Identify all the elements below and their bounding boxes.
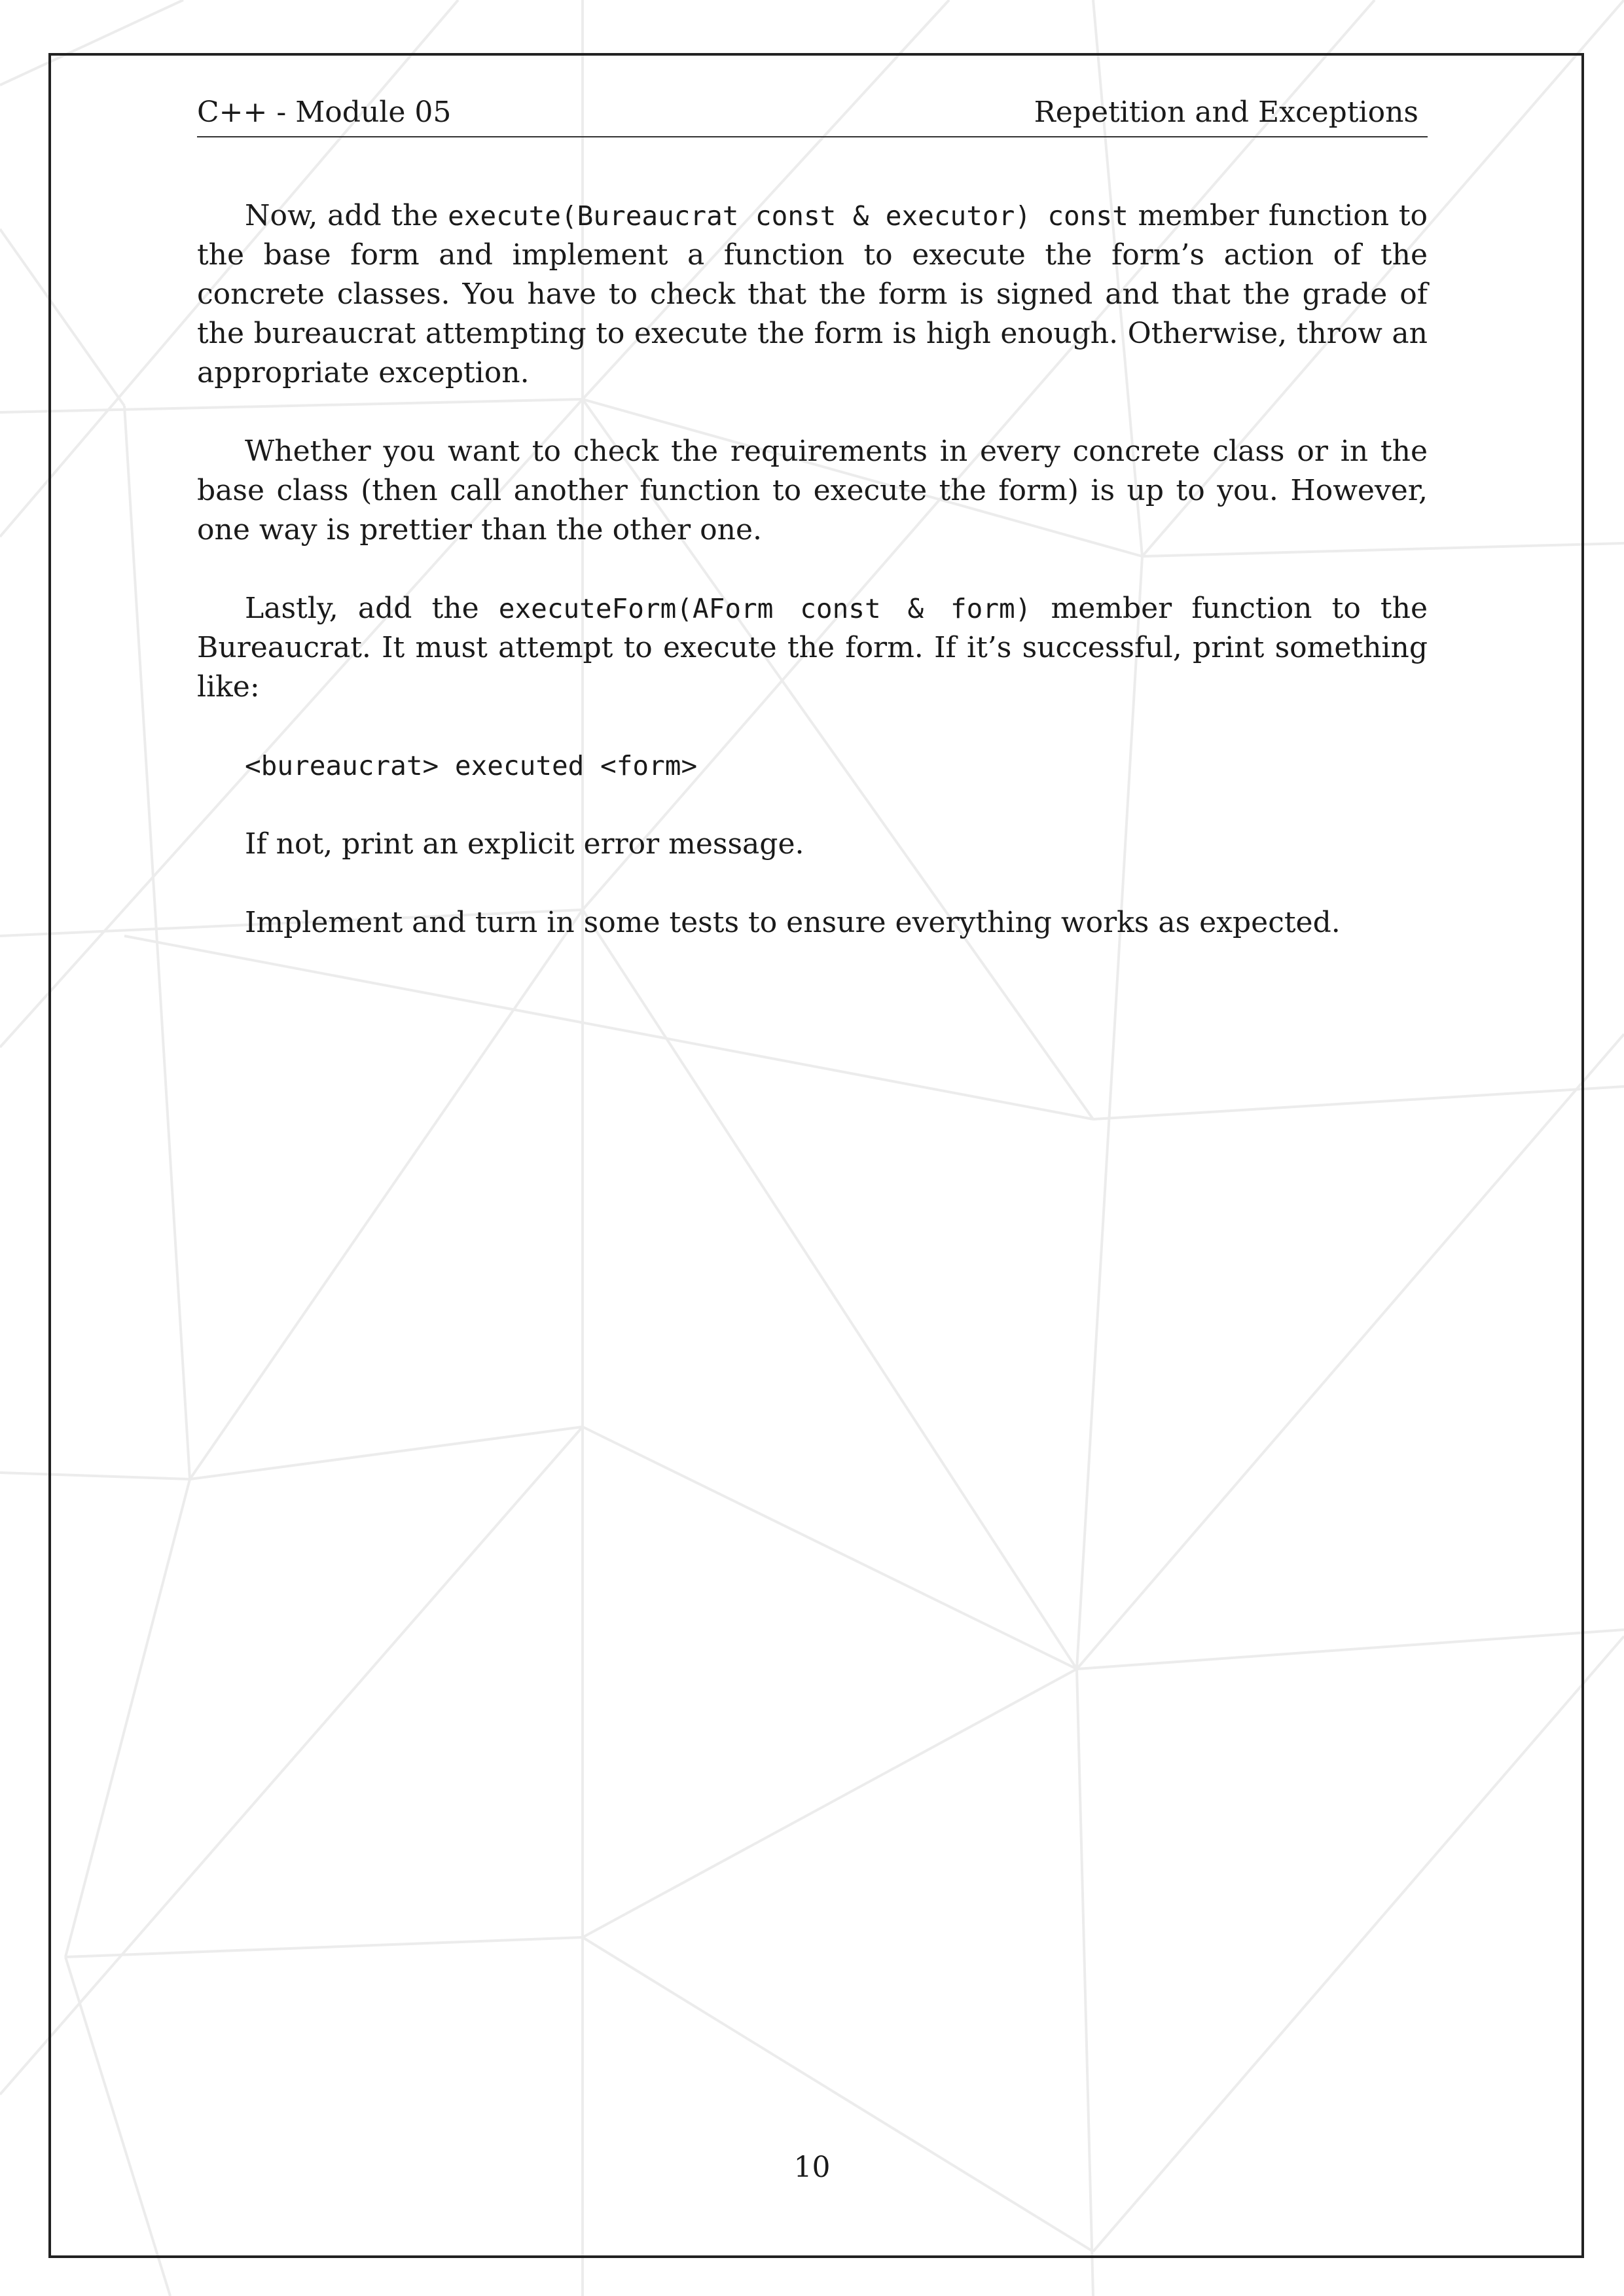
paragraph-text: member function to the Bureaucrat. It must attempt to execute the form. If it’s successful, print something like: — [197, 592, 1428, 704]
paragraph-text: Lastly, add the — [245, 592, 499, 625]
page-header — [197, 92, 1428, 137]
paragraph-requirements-check: Whether you want to check the requirements in every concrete class or in the base class (then call another function to execute the form) is up to you. However, one way is prettier than the other one. — [197, 435, 1428, 547]
header-module-title: C++ - Module 05 — [197, 96, 452, 129]
page-number: 10 — [793, 2151, 831, 2184]
paragraph-execute-function — [197, 196, 1428, 393]
paragraph-execute-form — [197, 589, 1428, 707]
paragraph-error-message: If not, print an explicit error message. — [245, 827, 804, 861]
paragraph-tests: Implement and turn in some tests to ensure everything works as expected. — [245, 906, 1341, 939]
paragraph-text: member function to the base form and implement a function to execute the form’s action of the concrete classes. You have to check that the form is signed and that the grade of the bureaucrat attempting to execute the form is high enough. Otherwise, throw an appropriate exception. — [197, 199, 1428, 389]
code-example-output: <bureaucrat> executed <form> — [245, 750, 698, 781]
inline-code-execute: execute(Bureaucrat const & executor) const — [448, 200, 1128, 232]
header-topic-title: Repetition and Exceptions — [1034, 96, 1418, 129]
document-body — [197, 196, 1428, 942]
inline-code-execute-form: executeForm(AForm const & form) — [498, 593, 1032, 624]
paragraph-text: Now, add the — [245, 199, 448, 232]
